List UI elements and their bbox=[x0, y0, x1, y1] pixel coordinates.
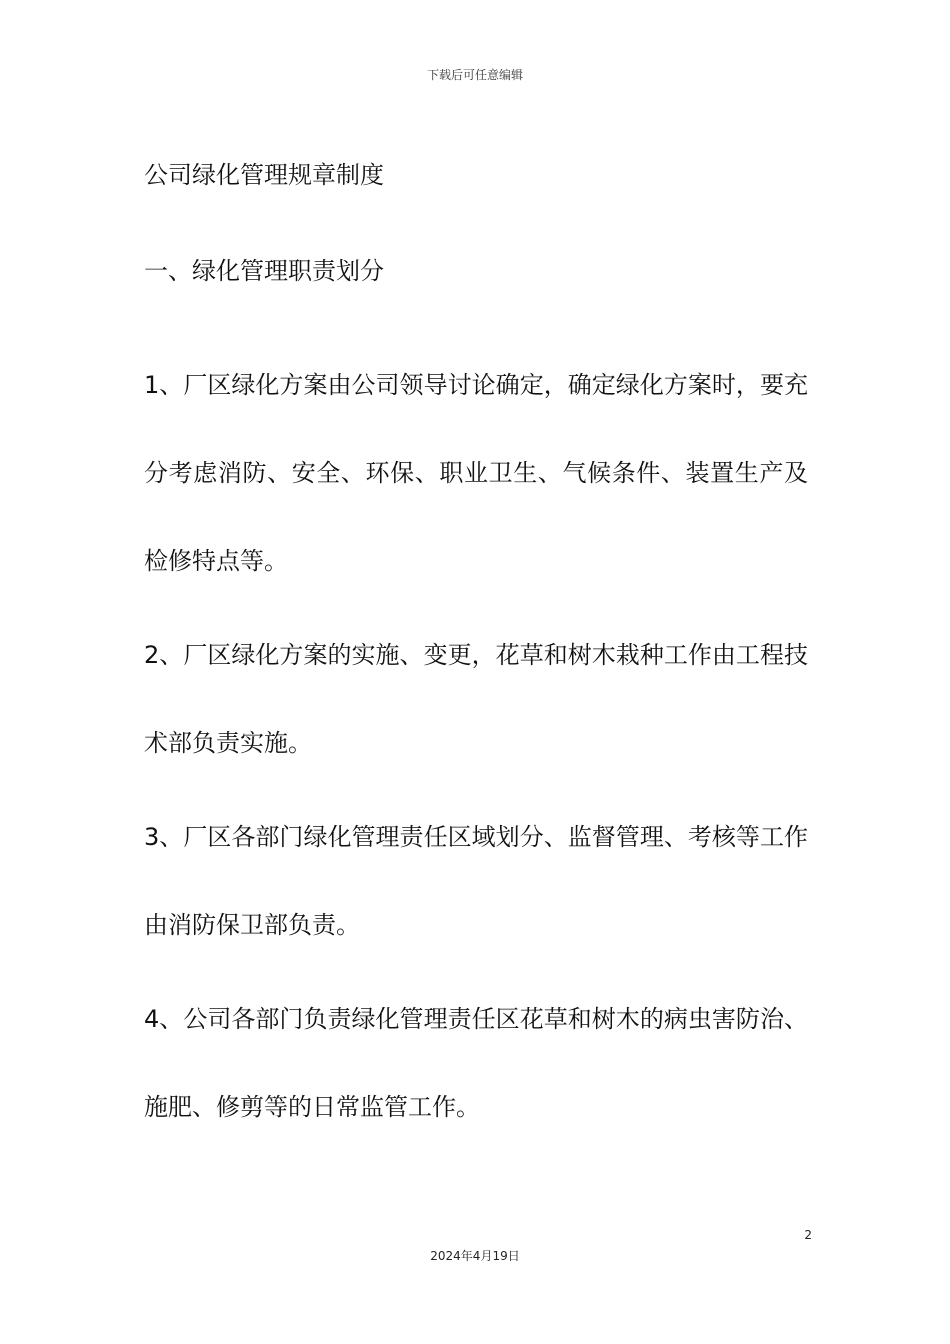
document-body bbox=[144, 155, 808, 1157]
footer-date: 2024年4月19日 bbox=[430, 1249, 520, 1263]
paragraph-4: 4、公司各部门负责绿化管理责任区花草和树木的病虫害防治、施肥、修剪等的日常监管工作。 bbox=[144, 1005, 808, 1121]
section-heading: 一、绿化管理职责划分 bbox=[144, 257, 384, 285]
page-header: 下载后可任意编辑 bbox=[426, 68, 523, 82]
paragraph-1: 1、厂区绿化方案由公司领导讨论确定，确定绿化方案时，要充分考虑消防、安全、环保、职业卫生、气候条件、装置生产及检修特点等。 bbox=[144, 371, 808, 575]
paragraph-2: 2、厂区绿化方案的实施、变更，花草和树木栽种工作由工程技术部负责实施。 bbox=[144, 641, 808, 757]
paragraph-3: 3、厂区各部门绿化管理责任区域划分、监督管理、考核等工作由消防保卫部负责。 bbox=[144, 823, 808, 939]
page-number: 2 bbox=[804, 1228, 812, 1242]
document-title: 公司绿化管理规章制度 bbox=[144, 161, 384, 189]
